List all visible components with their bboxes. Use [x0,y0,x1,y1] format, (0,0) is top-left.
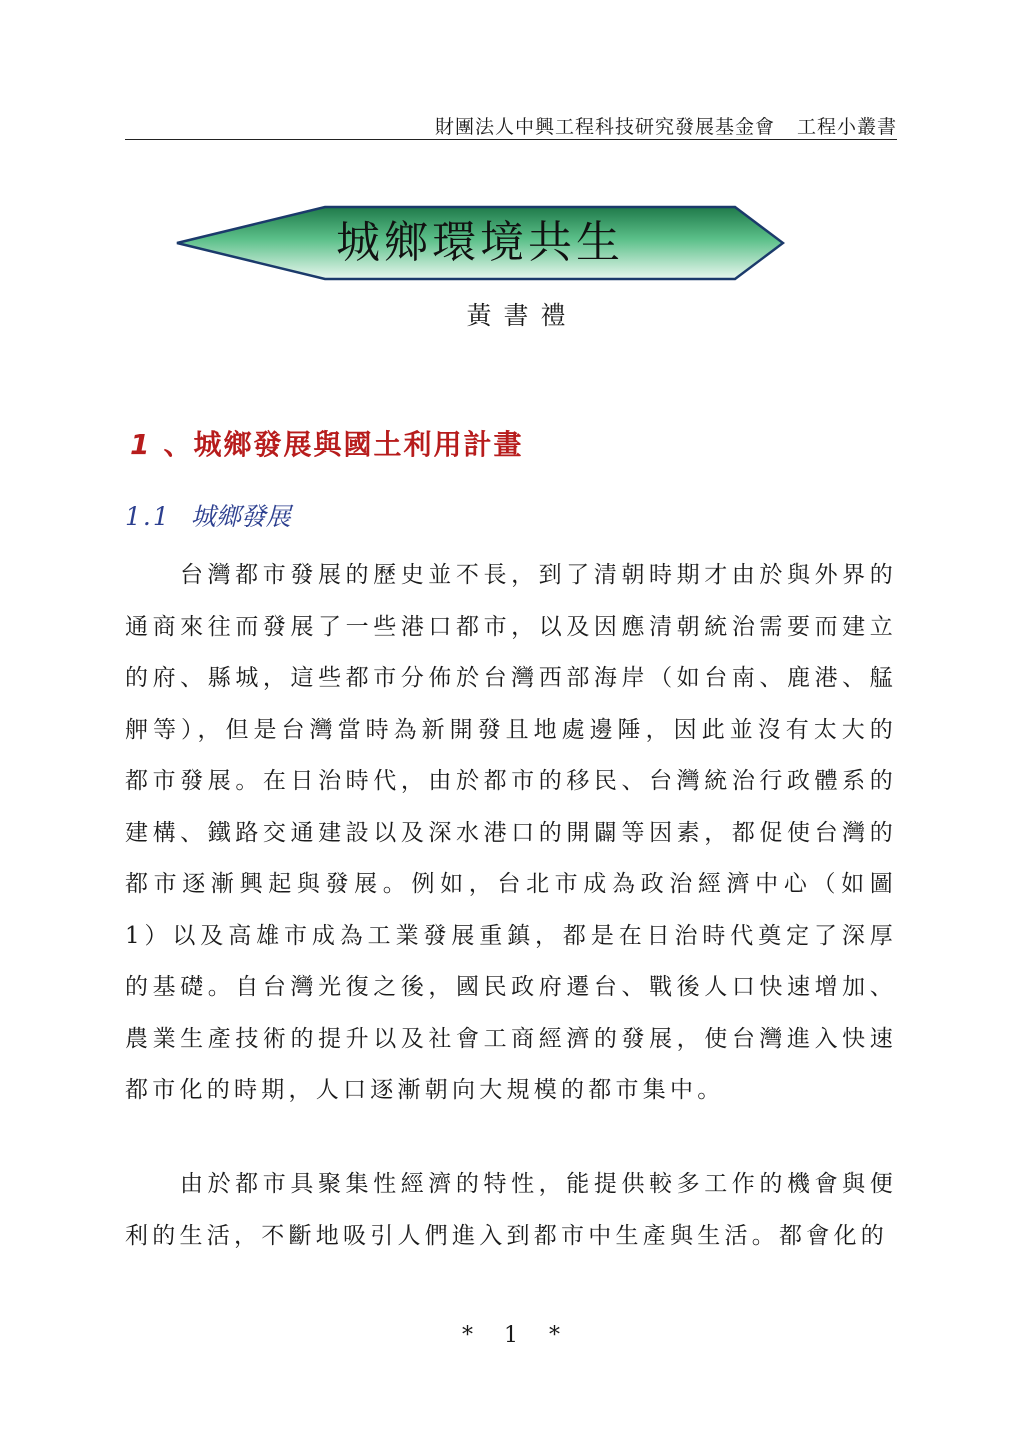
section-title: 城鄉發展 [190,502,291,531]
header-organization: 財團法人中興工程科技研究發展基金會 [434,116,775,138]
body-paragraph-1: 台灣都市發展的歷史並不長，到了清朝時期才由於與外界的通商來往而發展了一些港口都市，以及因應清朝統治需要而建立的府、縣城，這些都市分佈於台灣西部海岸（如台南、鹿港、艋舺等），但是台灣當時為新開發且地處邊陲，因此並沒有太大的都市發展。在日治時代，由於都市的移民、台灣統治行政體系的建構、鐵路交通建設以及深水港口的開闢等因素，都促使台灣的都市逐漸興起與發展。例如，台北市成為政治經濟中心（如圖 1）以及高雄市成為工業發展重鎮，都是在日治時代奠定了深厚的基礎。自台灣光復之後，國民政府遷台、戰後人口快速增加、農業生產技術的提升以及社會工商經濟的發展，使台灣進入快速都市化的時期，人口逐漸朝向大規模的都市集中。 [125,562,897,1103]
section-number: 1.1 [125,502,171,531]
page-number: * 1 * [462,1323,572,1348]
author-name: 黃書禮 [466,301,578,330]
body-paragraph-2: 由於都市具聚集性經濟的特性，能提供較多工作的機會與便利的生活，不斷地吸引人們進入到都市中生產與生活。都會化的 [125,1171,897,1249]
section-heading [125,497,291,533]
header-series: 工程小叢書 [796,116,897,138]
chapter-heading [130,423,524,463]
chapter-number: 1 [130,428,152,461]
chapter-separator: 、 [163,428,194,461]
running-header [125,112,897,139]
title-banner [175,205,785,281]
header-divider [125,139,897,140]
book-title: 城鄉環境共生 [336,217,624,268]
chapter-title: 城鄉發展與國土利用計畫 [193,428,524,461]
